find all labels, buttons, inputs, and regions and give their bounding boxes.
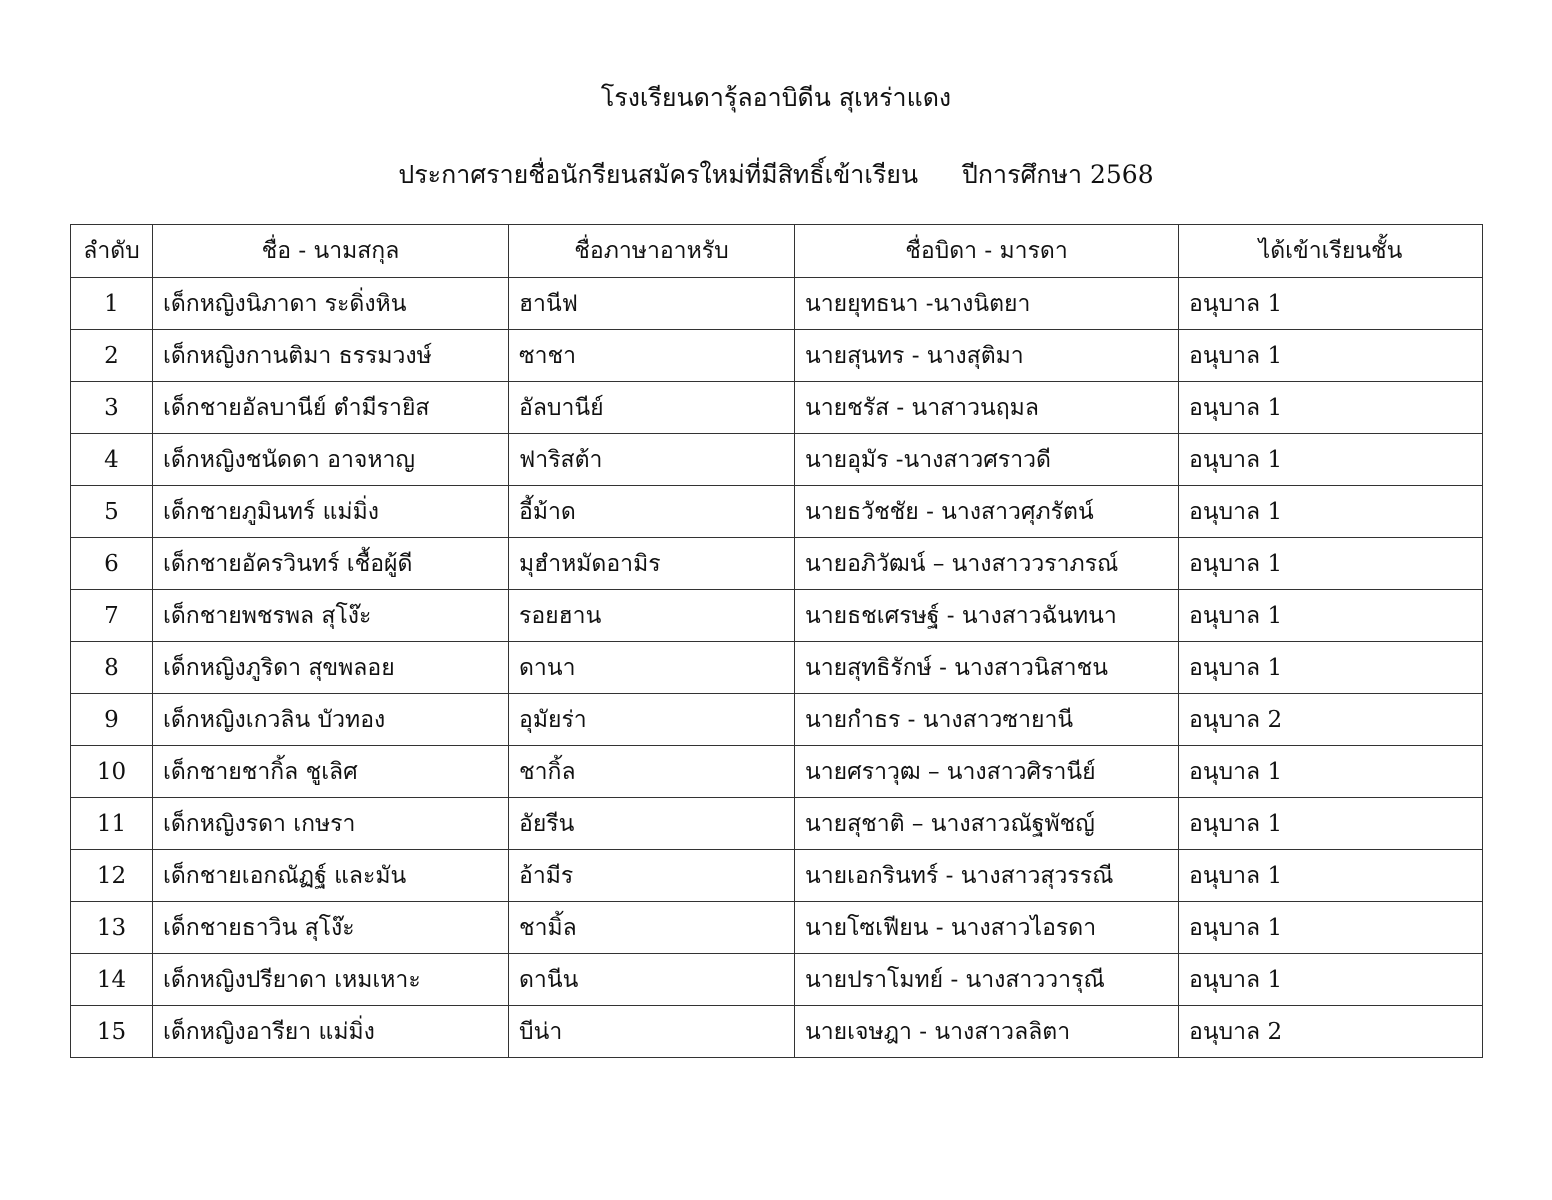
cell-arabic-name: อ้ามีร [509, 850, 795, 902]
table-row [71, 434, 1483, 486]
cell-no: 13 [71, 902, 153, 954]
announcement-text: ประกาศรายชื่อนักรียนสมัครใหม่ที่มีสิทธิ์เข้าเรียน [398, 160, 919, 189]
cell-no: 12 [71, 850, 153, 902]
cell-no: 9 [71, 694, 153, 746]
cell-parents: นายเอกรินทร์ - นางสาวสุวรรณี [795, 850, 1179, 902]
cell-no: 6 [71, 538, 153, 590]
cell-name: เด็กหญิงชนัดดา อาจหาญ [153, 434, 509, 486]
cell-level: อนุบาล 1 [1179, 330, 1483, 382]
table-row [71, 278, 1483, 330]
table-row [71, 330, 1483, 382]
cell-arabic-name: บีน่า [509, 1006, 795, 1058]
cell-no: 5 [71, 486, 153, 538]
table-row [71, 538, 1483, 590]
cell-arabic-name: ชามิ้ล [509, 902, 795, 954]
table-row [71, 746, 1483, 798]
cell-arabic-name: ดานีน [509, 954, 795, 1006]
cell-name: เด็กหญิงกานติมา ธรรมวงษ์ [153, 330, 509, 382]
table-row [71, 642, 1483, 694]
cell-level: อนุบาล 1 [1179, 954, 1483, 1006]
table-row [71, 382, 1483, 434]
cell-level: อนุบาล 1 [1179, 434, 1483, 486]
cell-level: อนุบาล 1 [1179, 278, 1483, 330]
header-no: ลำดับ [71, 225, 153, 278]
academic-year: ปีการศึกษา 2568 [962, 160, 1154, 189]
table-row [71, 850, 1483, 902]
cell-arabic-name: ดานา [509, 642, 795, 694]
cell-no: 14 [71, 954, 153, 1006]
cell-arabic-name: รอยฮาน [509, 590, 795, 642]
cell-arabic-name: อัยรีน [509, 798, 795, 850]
table-header-row [71, 225, 1483, 278]
table-row [71, 590, 1483, 642]
cell-level: อนุบาล 1 [1179, 590, 1483, 642]
cell-no: 8 [71, 642, 153, 694]
table-row [71, 694, 1483, 746]
cell-name: เด็กชายเอกณัฏฐ์ และมัน [153, 850, 509, 902]
cell-level: อนุบาล 1 [1179, 902, 1483, 954]
table-row [71, 902, 1483, 954]
cell-name: เด็กชายพชรพล สุโง๊ะ [153, 590, 509, 642]
cell-level: อนุบาล 1 [1179, 382, 1483, 434]
cell-parents: นายชรัส - นาสาวนฤมล [795, 382, 1179, 434]
cell-name: เด็กหญิงอารียา แม่มิ่ง [153, 1006, 509, 1058]
cell-parents: นายสุทธิรักษ์ - นางสาวนิสาชน [795, 642, 1179, 694]
cell-level: อนุบาล 1 [1179, 798, 1483, 850]
table-row [71, 954, 1483, 1006]
cell-parents: นายธวัชชัย - นางสาวศุภรัตน์ [795, 486, 1179, 538]
cell-no: 1 [71, 278, 153, 330]
cell-name: เด็กชายภูมินทร์ แม่มิ่ง [153, 486, 509, 538]
cell-parents: นายสุนทร - นางสุติมา [795, 330, 1179, 382]
cell-arabic-name: ซาชา [509, 330, 795, 382]
cell-no: 10 [71, 746, 153, 798]
cell-arabic-name: อี้ม้าด [509, 486, 795, 538]
cell-no: 15 [71, 1006, 153, 1058]
header-level: ได้เข้าเรียนชั้น [1179, 225, 1483, 278]
cell-parents: นายอภิวัฒน์ – นางสาววราภรณ์ [795, 538, 1179, 590]
table-row [71, 486, 1483, 538]
cell-name: เด็กชายชากิ้ล ชูเลิศ [153, 746, 509, 798]
header-arabic-name: ชื่อภาษาอาหรับ [509, 225, 795, 278]
cell-parents: นายสุชาติ – นางสาวณัฐพัชญ์ [795, 798, 1179, 850]
cell-no: 4 [71, 434, 153, 486]
cell-arabic-name: อัลบานีย์ [509, 382, 795, 434]
cell-name: เด็กชายธาวิน สุโง๊ะ [153, 902, 509, 954]
cell-name: เด็กชายอัครวินทร์ เชื้อผู้ดี [153, 538, 509, 590]
header-name: ชื่อ - นามสกุล [153, 225, 509, 278]
cell-no: 11 [71, 798, 153, 850]
cell-parents: นายกำธร - นางสาวซายานี [795, 694, 1179, 746]
cell-parents: นายปราโมทย์ - นางสาววารุณี [795, 954, 1179, 1006]
cell-parents: นายเจษฎา - นางสาวลลิตา [795, 1006, 1179, 1058]
cell-level: อนุบาล 1 [1179, 538, 1483, 590]
cell-parents: นายโซเฟียน - นางสาวไอรดา [795, 902, 1179, 954]
cell-parents: นายยุทธนา -นางนิตยา [795, 278, 1179, 330]
cell-name: เด็กหญิงปรียาดา เหมเหาะ [153, 954, 509, 1006]
table-row [71, 1006, 1483, 1058]
cell-level: อนุบาล 2 [1179, 694, 1483, 746]
cell-parents: นายธชเศรษฐ์ - นางสาวฉันทนา [795, 590, 1179, 642]
cell-arabic-name: ฮานีฟ [509, 278, 795, 330]
school-name: โรงเรียนดารุ้ลอาบิดีน สุเหร่าแดง [600, 83, 952, 112]
cell-name: เด็กชายอัลบานีย์ ตำมีรายิส [153, 382, 509, 434]
cell-name: เด็กหญิงเกวลิน บัวทอง [153, 694, 509, 746]
cell-arabic-name: อุมัยร่า [509, 694, 795, 746]
cell-arabic-name: ฟาริสต้า [509, 434, 795, 486]
cell-no: 2 [71, 330, 153, 382]
table-row [71, 798, 1483, 850]
cell-level: อนุบาล 1 [1179, 642, 1483, 694]
cell-no: 3 [71, 382, 153, 434]
cell-level: อนุบาล 2 [1179, 1006, 1483, 1058]
cell-level: อนุบาล 1 [1179, 746, 1483, 798]
cell-name: เด็กหญิงนิภาดา ระดิ่งหิน [153, 278, 509, 330]
announcement-heading [0, 157, 1552, 193]
cell-name: เด็กหญิงรดา เกษรา [153, 798, 509, 850]
cell-no: 7 [71, 590, 153, 642]
cell-parents: นายศราวุฒ – นางสาวศิรานีย์ [795, 746, 1179, 798]
cell-arabic-name: มุฮำหมัดอามิร [509, 538, 795, 590]
cell-arabic-name: ชากิ้ล [509, 746, 795, 798]
cell-level: อนุบาล 1 [1179, 486, 1483, 538]
student-roster-table [70, 224, 1483, 1058]
cell-level: อนุบาล 1 [1179, 850, 1483, 902]
cell-parents: นายอุมัร -นางสาวศราวดี [795, 434, 1179, 486]
header-parents: ชื่อบิดา - มารดา [795, 225, 1179, 278]
cell-name: เด็กหญิงภูริดา สุขพลอย [153, 642, 509, 694]
